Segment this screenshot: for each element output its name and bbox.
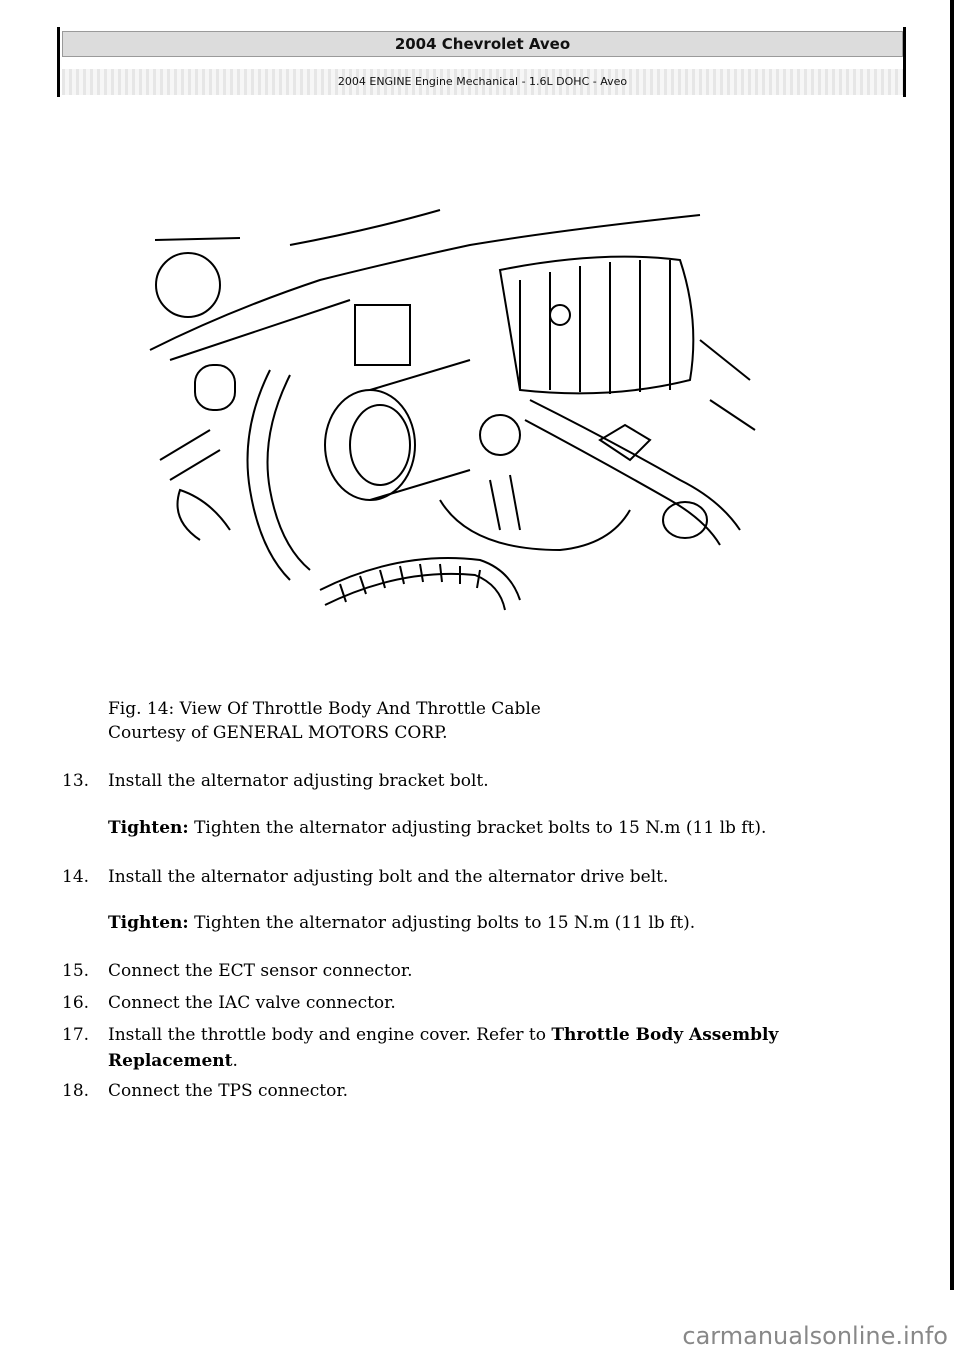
step-number: 14. (62, 867, 90, 887)
tighten-label: Tighten: (108, 818, 189, 838)
tighten-note (108, 913, 695, 933)
right-border-top (903, 27, 906, 97)
period: . (232, 1051, 238, 1071)
document-title: 2004 Chevrolet Aveo (62, 31, 903, 57)
tighten-label: Tighten: (108, 913, 189, 933)
tighten-note (108, 818, 766, 838)
step-text: Connect the TPS connector. (108, 1081, 348, 1101)
step-text: Install the alternator adjusting bracket bolt. (108, 771, 489, 791)
step-number: 13. (62, 771, 90, 791)
watermark: carmanualsonline.info (682, 1322, 948, 1350)
step-number: 17. (62, 1025, 90, 1045)
right-border (950, 0, 954, 1290)
step-number: 15. (62, 961, 90, 981)
document-subtitle: 2004 ENGINE Engine Mechanical - 1.6L DOHC - Aveo (62, 69, 903, 95)
tighten-text: Tighten the alternator adjusting bracket bolts to 15 N.m (11 lb ft). (194, 818, 767, 838)
step-text: Connect the ECT sensor connector. (108, 961, 413, 981)
throttle-body-illustration (140, 200, 760, 620)
reference-link[interactable]: Throttle Body Assembly (551, 1025, 779, 1045)
step-text: Connect the IAC valve connector. (108, 993, 396, 1013)
figure-caption: Fig. 14: View Of Throttle Body And Throttle Cable (108, 699, 541, 719)
step-number: 18. (62, 1081, 90, 1101)
step-number: 16. (62, 993, 90, 1013)
page-header (62, 27, 903, 93)
left-border (57, 27, 60, 97)
step-text (108, 1024, 808, 1046)
tighten-text: Tighten the alternator adjusting bolts to 15 N.m (11 lb ft). (194, 913, 696, 933)
reference-link-continued[interactable]: Replacement (108, 1051, 233, 1071)
step-text: Install the alternator adjusting bolt and the alternator drive belt. (108, 867, 669, 887)
list-item-continued (108, 1050, 238, 1072)
step-text-body: Install the throttle body and engine cover. Refer to (108, 1025, 546, 1045)
figure-courtesy: Courtesy of GENERAL MOTORS CORP. (108, 723, 448, 743)
